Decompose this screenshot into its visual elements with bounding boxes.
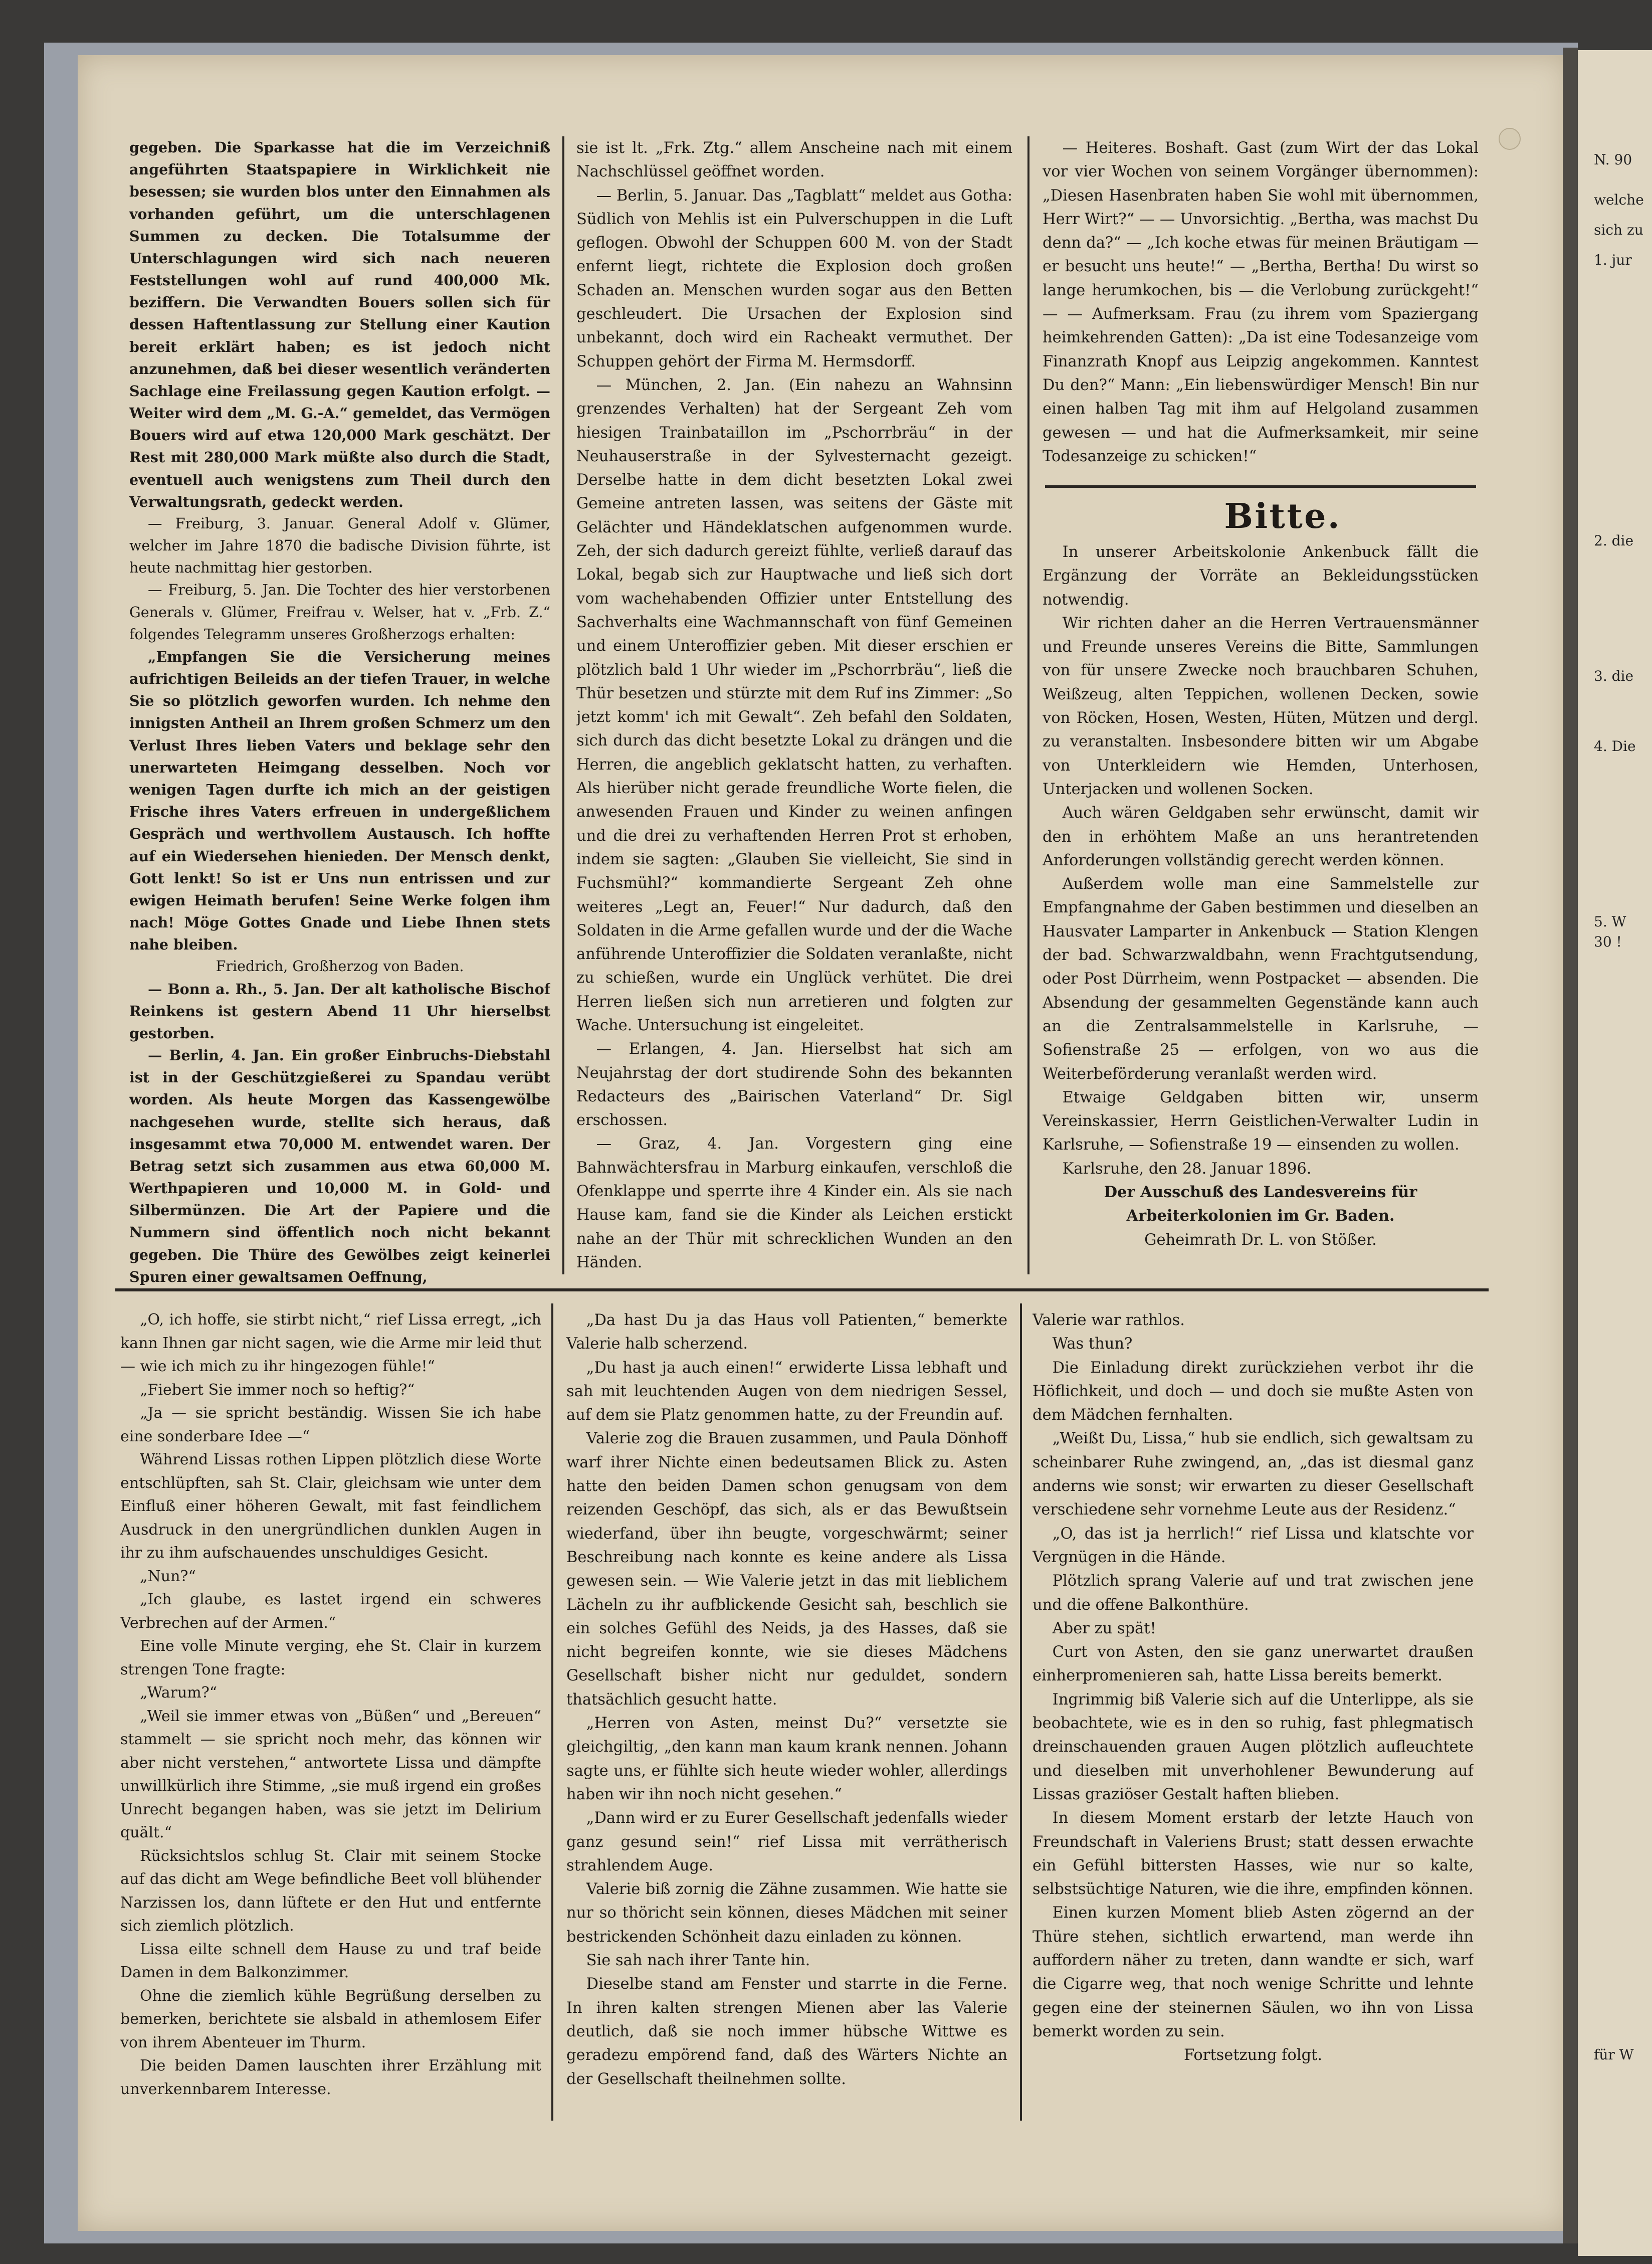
- paragraph: — Freiburg, 3. Januar. General Adolf v. Glümer, welcher im Jahre 1870 die badische Division führte, ist heute nachmittag hier gestorben.: [129, 515, 550, 577]
- edge-fragment: 5. W: [1594, 913, 1626, 930]
- paper-tear: [1499, 128, 1521, 150]
- paragraph: Auch wären Geldgaben sehr erwünscht, damit wir den in erhöhtem Maße an uns herantretenden Anforderungen vollständig gerecht werden können.: [1043, 804, 1479, 869]
- paragraph: gegeben. Die Sparkasse hat die im Verzeichniß angeführten Staatspapiere in Wirklichkeit nie besessen; sie wurden blos unter den Einnahmen als vorhanden geführt, um die unterschlagenen Summen zu decken. Die Totalsumme der Unterschlagungen wird sich nach neueren Feststellungen wohl auf rund 400,000 Mk. beziffern. Die Verwandten Bouers sollen sich für dessen Haftentlassung zur Stellung einer Kaution bereit erklärt haben; es ist jedoch nicht anzunehmen, daß bei dieser wesentlich veränderten Sachlage eine Freilassung gegen Kaution erfolgt. — Weiter wird dem „M. G.-A.“ gemeldet, das Vermögen Bouers wird auf etwa 120,000 Mark geschätzt. Der Rest mit 280,000 Mark müßte also durch die Stadt, eventuell auch wenigstens zum Theil durch den Verwaltungsrath, gedeckt werden.: [129, 139, 550, 510]
- paragraph: sie ist lt. „Frk. Ztg.“ allem Anscheine nach mit einem Nachschlüssel geöffnet worden.: [576, 139, 1012, 181]
- paragraph: „Du hast ja auch einen!“ erwiderte Lissa lebhaft und sah mit leuchtenden Augen von dem niedrigen Sessel, auf dem sie Platz genommen hatte, zu der Freundin auf.: [566, 1359, 1007, 1424]
- paragraph: Valerie zog die Brauen zusammen, und Paula Dönhoff warf ihrer Nichte einen bedeutsamen Blick zu. Asten hatte den beiden Damen schon genugsam von dem reizenden Geschöpf, das sich, als er das Bewußtsein wiederfand, über ihn beugte, vorgeschwärmt; seiner Beschreibung nach konnte es keine andere als Lissa gewesen sein. — Wie Valerie jetzt in das mit lieblichem Lächeln zu ihr aufblickende Gesicht sah, beschlich sie ein solches Gefühl des Neids, ja des Hasses, daß sie nicht begreifen konnte, wie sie dieses Mädchens Gesellschaft bisher nicht nur geduldet, sondern thatsächlich gesucht hatte.: [566, 1430, 1007, 1709]
- adjacent-page-edge: [1578, 50, 1652, 2256]
- feuilleton-column-2: [566, 1308, 1007, 2126]
- edge-fragment: sich zu: [1594, 222, 1643, 238]
- edge-fragment: 3. die: [1594, 668, 1634, 684]
- edge-fragment: für W: [1594, 2046, 1634, 2063]
- paragraph: Was thun?: [1052, 1335, 1133, 1353]
- news-column-1: [129, 136, 550, 1289]
- edge-fragment: 4. Die: [1594, 738, 1636, 754]
- binding-spine: [1563, 48, 1578, 2243]
- paragraph: Dieselbe stand am Fenster und starrte in die Ferne. In ihren kalten strengen Mienen aber las Valerie deutlich, daß sie noch immer hübsche Wittwe es geradezu empörend fand, daß des Wärters Nichte an der Gesellschaft theilnehmen sollte.: [566, 1975, 1007, 2088]
- feuilleton-column-rule-1: [551, 1303, 553, 2121]
- paragraph: „O, ich hoffe, sie stirbt nicht,“ rief Lissa erregt, „ich kann Ihnen gar nicht sagen, wie die Arme mir leid thut — wie ich mich zu ihr hingezogen fühle!“: [120, 1311, 541, 1375]
- paragraph: Die beiden Damen lauschten ihrer Erzählung mit unverkennbarem Interesse.: [120, 2057, 541, 2098]
- paragraph: Rücksichtslos schlug St. Clair mit seinem Stocke auf das dicht am Wege befindliche Beet voll blühender Narzissen los, dann lüftete er den Hut und entfernte sich ziemlich plötzlich.: [120, 1847, 541, 1935]
- paragraph: Ingrimmig biß Valerie sich auf die Unterlippe, als sie beobachtete, wie es in den so ruhig, fast phlegmatisch dreinschauenden grauen Augen plötzlich aufleuchtete und dieselben mit unverhohlener Bewunderung auf Lissas graziöser Gestalt haften blieben.: [1032, 1690, 1474, 1803]
- paragraph: Karlsruhe, den 28. Januar 1896.: [1062, 1160, 1312, 1178]
- paragraph: Einen kurzen Moment blieb Asten zögernd an der Thüre stehen, sichtlich erwartend, man werde ihn auffordern näher zu treten, dann wandte er sich, warf die Cigarre weg, that noch wenige Schritte und lehnte gegen eine der steinernen Säulen, wo ihn von Lissa bemerkt worden zu sein.: [1032, 1904, 1474, 2040]
- paragraph: Valerie war rathlos.: [1032, 1311, 1185, 1329]
- edge-fragment: 1. jur: [1594, 252, 1632, 268]
- paragraph: Valerie biß zornig die Zähne zusammen. Wie hatte sie nur so thöricht sein können, dieses Mädchen mit seiner bestrickenden Schönheit dazu einladen zu können.: [566, 1880, 1007, 1946]
- paragraph: — Freiburg, 5. Jan. Die Tochter des hier verstorbenen Generals v. Glümer, Freifrau v. Welser, hat v. „Frb. Z.“ folgendes Telegramm unseres Großherzogs erhalten:: [129, 582, 550, 643]
- paragraph: — Bonn a. Rh., 5. Jan. Der alt katholische Bischof Reinkens ist gestern Abend 11 Uhr hierselbst gestorben.: [129, 980, 550, 1042]
- paragraph: Außerdem wolle man eine Sammelstelle zur Empfangnahme der Gaben bestimmen und dieselben an Hausvater Lamparter in Ankenbuck — Station Klengen der bad. Schwarzwaldbahn, wenn Frachtgutsendung, oder Post Dürrheim, wenn Postpacket — absenden. Die Absendung der gesammelten Gegenstände kann auch an die Zentralsammelstelle in Karlsruhe, — Sofienstraße 25 — erfolgen, von wo aus die Weiterbeförderung veranlaßt werden wird.: [1043, 875, 1479, 1083]
- paragraph: Während Lissas rothen Lippen plötzlich diese Worte entschlüpften, sah St. Clair, gleichsam wie unter dem Einfluß einer höheren Gewalt, mit fast feindlichem Ausdruck in den unergründlichen dunklen Augen in ihr zu ihm aufschauendes unschuldiges Gesicht.: [120, 1451, 541, 1562]
- feuilleton-column-1: [120, 1308, 541, 2126]
- news-column-3: [1043, 136, 1479, 487]
- column-rule-2: [1027, 136, 1029, 1274]
- feuilleton-column-3: [1032, 1308, 1474, 2126]
- paragraph: Friedrich, Großherzog von Baden.: [216, 958, 464, 975]
- paragraph: — Heiteres. Boshaft. Gast (zum Wirt der das Lokal vor vier Wochen von seinem Vorgänger übernommen): „Diesen Hasenbraten haben Sie wohl mit übernommen, Herr Wirt?“ — — Unvorsichtig. „Bertha, was machst Du denn da?“ — „Ich koche etwas für meinen Bräutigam — er besucht uns heute!“ — „Bertha, Bertha! Du wirst so lange herumkochen, bis — die Verlobung zurückgeht!“ — — Aufmerksam. Frau (zu ihrem vom Spaziergang heimkehrenden Gatten): „Da ist eine Todesanzeige vom Finanzrath Knopf aus Leipzig angekommen. Kanntest Du den?“ Mann: „Ein liebenswürdiger Mensch! Bin nur einen halben Tag mit ihm auf Helgoland zusammen gewesen — und hat die Aufmerksamkeit, mir seine Todesanzeige zu schicken!“: [1043, 139, 1479, 465]
- paragraph: Aber zu spät!: [1052, 1619, 1156, 1637]
- paragraph: „Nun?“: [140, 1567, 196, 1585]
- paragraph: „Fiebert Sie immer noch so heftig?“: [140, 1381, 415, 1399]
- paragraph: Eine volle Minute verging, ehe St. Clair in kurzem strengen Tone fragte:: [120, 1637, 541, 1678]
- appeal-title: Bitte.: [1224, 496, 1341, 536]
- paragraph: „Da hast Du ja das Haus voll Patienten,“ bemerkte Valerie halb scherzend.: [566, 1311, 1007, 1353]
- edge-fragment: welche: [1594, 192, 1644, 208]
- paragraph: Etwaige Geldgaben bitten wir, unserm Vereinskassier, Herrn Geistlichen-Verwalter Ludin in Karlsruhe, — Sofienstraße 19 — einsenden zu wollen.: [1043, 1088, 1479, 1154]
- paragraph: Die Einladung direkt zurückziehen verbot ihr die Höflichkeit, und doch — und doch sie mußte Asten von dem Mädchen fernhalten.: [1032, 1359, 1474, 1424]
- paragraph: Lissa eilte schnell dem Hause zu und traf beide Damen in dem Balkonzimmer.: [120, 1940, 541, 1981]
- paragraph: „Weißt Du, Lissa,“ hub sie endlich, sich gewaltsam zu scheinbarer Ruhe zwingend, an, „das ist diesmal ganz anderns wie sonst; wir erwarten zu dieser Gesellschaft verschiedene sehr vornehme Leute aus der Residenz.“: [1032, 1430, 1474, 1519]
- paragraph: — Berlin, 4. Jan. Ein großer Einbruchs-Diebstahl ist in der Geschützgießerei zu Spandau verübt worden. Als heute Morgen das Kassengewölbe nachgesehen wurde, stellte sich heraus, daß insgesammt etwa 70,000 M. entwendet waren. Der Betrag setzt sich zusammen aus etwa 60,000 M. Werthpapieren und 10,000 M. in Gold- und Silbermünzen. Die Art der Papiere und die Nummern sind öffentlich noch nicht bekannt gegeben. Die Thüre des Gewölbes zeigt keinerlei Spuren einer gewaltsamen Oeffnung,: [129, 1047, 550, 1285]
- appeal-column: [1043, 492, 1479, 1274]
- feuilleton-column-rule-2: [1020, 1303, 1022, 2121]
- paragraph: Ohne die ziemlich kühle Begrüßung derselben zu bemerken, berichtete sie alsbald in athemlosem Eifer von ihrem Abenteuer im Thurm.: [120, 1987, 541, 2051]
- paragraph: Plötzlich sprang Valerie auf und trat zwischen jene und die offene Balkonthüre.: [1032, 1572, 1474, 1614]
- edge-fragment: 2. die: [1594, 532, 1634, 549]
- paragraph: Geheimrath Dr. L. von Stößer.: [1144, 1231, 1377, 1249]
- news-column-2: [576, 136, 1012, 1289]
- paragraph: Sie sah nach ihrer Tante hin.: [586, 1952, 810, 1970]
- paragraph: In unserer Arbeitskolonie Ankenbuck fällt die Ergänzung der Vorräte an Bekleidungsstücken notwendig.: [1043, 543, 1479, 609]
- paragraph: Der Ausschuß des Landesvereins für Arbeiterkolonien im Gr. Baden.: [1104, 1183, 1417, 1225]
- paragraph: „Ja — sie spricht beständig. Wissen Sie ich habe eine sonderbare Idee —“: [120, 1404, 541, 1445]
- paragraph: „O, das ist ja herrlich!“ rief Lissa und klatschte vor Vergnügen in die Hände.: [1032, 1525, 1474, 1566]
- paragraph: — Erlangen, 4. Jan. Hierselbst hat sich am Neujahrstag der dort studirende Sohn des bekannten Redacteurs des „Bairischen Vaterland“ Dr. Sigl erschossen.: [576, 1040, 1012, 1129]
- column-rule-1: [562, 136, 564, 1274]
- appeal-rule: [1045, 485, 1476, 488]
- paragraph: „Warum?“: [140, 1684, 218, 1702]
- paragraph: In diesem Moment erstarb der letzte Hauch von Freundschaft in Valeriens Brust; statt dessen erwachte ein Gefühl bittersten Hasses, wie nur so kalte, selbstsüchtige Naturen, wie die ihre, empfinden können.: [1032, 1809, 1474, 1899]
- paragraph: Curt von Asten, den sie ganz unerwartet draußen einherpromenieren sah, hatte Lissa bereits bemerkt.: [1032, 1643, 1474, 1685]
- paragraph: „Ich glaube, es lastet irgend ein schweres Verbrechen auf der Armen.“: [120, 1591, 541, 1632]
- paragraph: — Berlin, 5. Januar. Das „Tagblatt“ meldet aus Gotha: Südlich von Mehlis ist ein Pulverschuppen in die Luft geflogen. Obwohl der Schuppen 600 M. von der Stadt enfernt liegt, richtete die Explosion doch großen Schaden an. Menschen wurden sogar aus den Betten geschleudert. Die Ursachen der Explosion sind unbekannt, doch wird ein Racheakt vermuthet. Der Schuppen gehört der Firma M. Hermsdorff.: [576, 186, 1012, 370]
- paragraph: Wir richten daher an die Herren Vertrauensmänner und Freunde unseres Vereins die Bitte, Sammlungen von für unsere Zwecke noch brauchbaren Schuhen, Weißzeug, alten Teppichen, wollenen Decken, sowie von Röcken, Hosen, Westen, Hüten, Mützen und dergl. zu veranstalten. Insbesondere bitten wir um Abgabe von Unterkleidern wie Hemden, Unterhosen, Unterjacken und wollenen Socken.: [1043, 614, 1479, 798]
- paragraph: „Empfangen Sie die Versicherung meines aufrichtigen Beileids an der tiefen Trauer, in welche Sie so plötzlich geworfen wurden. Ich nehme den innigsten Antheil an Ihrem großen Schmerz um den Verlust Ihres lieben Vaters und beklage sehr den unerwarteten Heimgang desselben. Noch vor wenigen Tagen durfte ich mich an der geistigen Frische ihres Vaters erfreuen in undergeßlichem Gespräch und werthvollem Austausch. Ich hoffte auf ein Wiedersehen hienieden. Der Mensch denkt, Gott lenkt! So ist er Uns nun entrissen und zur ewigen Heimath berufen! Seine Werke folgen ihm nach! Möge Gottes Gnade und Liebe Ihnen stets nahe bleiben.: [129, 648, 550, 954]
- edge-fragment: N. 90: [1594, 151, 1632, 168]
- paragraph: Fortsetzung folgt.: [1183, 2046, 1323, 2064]
- paragraph: „Herren von Asten, meinst Du?“ versetzte sie gleichgiltig, „den kann man kaum krank nennen. Johann sagte uns, er fühlte sich heute wieder wohler, allerdings haben wir ihn noch nicht gesehen.“: [566, 1715, 1007, 1803]
- paragraph: „Dann wird er zu Eurer Gesellschaft jedenfalls wieder ganz gesund sein!“ rief Lissa mit verrätherisch strahlendem Auge.: [566, 1809, 1007, 1874]
- paragraph: — Graz, 4. Jan. Vorgestern ging eine Bahnwächtersfrau in Marburg einkaufen, verschloß die Ofenklappe und sperrte ihre 4 Kinder ein. Als sie nach Hause kam, fand sie die Kinder als Leichen erstickt nahe an der Thür mit schrecklichen Wunden an den Händen.: [576, 1135, 1012, 1271]
- edge-fragment: 30 !: [1594, 933, 1622, 950]
- paragraph: — München, 2. Jan. (Ein nahezu an Wahnsinn grenzendes Verhalten) hat der Sergeant Zeh vom hiesigen Trainbataillon im „Pschorrbräu“ in der Neuhauserstraße in der Sylvesternacht gezeigt. Derselbe hatte in dem dicht besetzten Lokal zwei Gemeine antreten lassen, was seitens der Gäste mit Gelächter und Händeklatschen aufgenommen wurde. Zeh, der sich dadurch gereizt fühlte, verließ darauf das Lokal, begab sich zur Hauptwache und ließ sich dort vom wachehabenden Offizier unter Entstellung des Sachverhalts eine Wachmannschaft von fünf Gemeinen und einem Unteroffizier geben. Mit dieser erschien er plötzlich bald 1 Uhr wieder im „Pschorrbräu“, ließ die Thür besetzen und stürzte mit dem Ruf ins Zimmer: „So jetzt komm' ich mit Gewalt“. Zeh befahl den Soldaten, sich durch das dicht besetzte Lokal zu drängen und die Herren, die angeblich geklatscht hatten, zu verhaften. Als hierüber nicht gerade freundliche Worte fielen, die anwesenden Frauen und Kinder zu weinen anfingen und die drei zu verhaftenden Herren Prot st erhoben, indem sie sagten: „Glauben Sie vielleicht, Sie sind in Fuchsmühl?“ kommandierte Sergeant Zeh ohne weiteres „Legt an, Feuer!“ Nur dadurch, daß den Soldaten in die Arme gefallen wurde und der die Wache anführende Unteroffizier die Soldaten veranlaßte, nicht zu schießen, wurde ein Unglück verhütet. Die drei Herren ließen sich nun arretieren und folgten zur Wache. Untersuchung ist eingeleitet.: [576, 376, 1012, 1034]
- feuilleton-rule: [115, 1288, 1489, 1291]
- paragraph: „Weil sie immer etwas von „Büßen“ und „Bereuen“ stammelt — sie spricht noch mehr, das können wir aber nicht verstehen,“ antwortete Lissa und dämpfte unwillkürlich ihre Stimme, „sie muß irgend ein großes Unrecht begangen haben, was sie jetzt im Delirium quält.“: [120, 1707, 541, 1841]
